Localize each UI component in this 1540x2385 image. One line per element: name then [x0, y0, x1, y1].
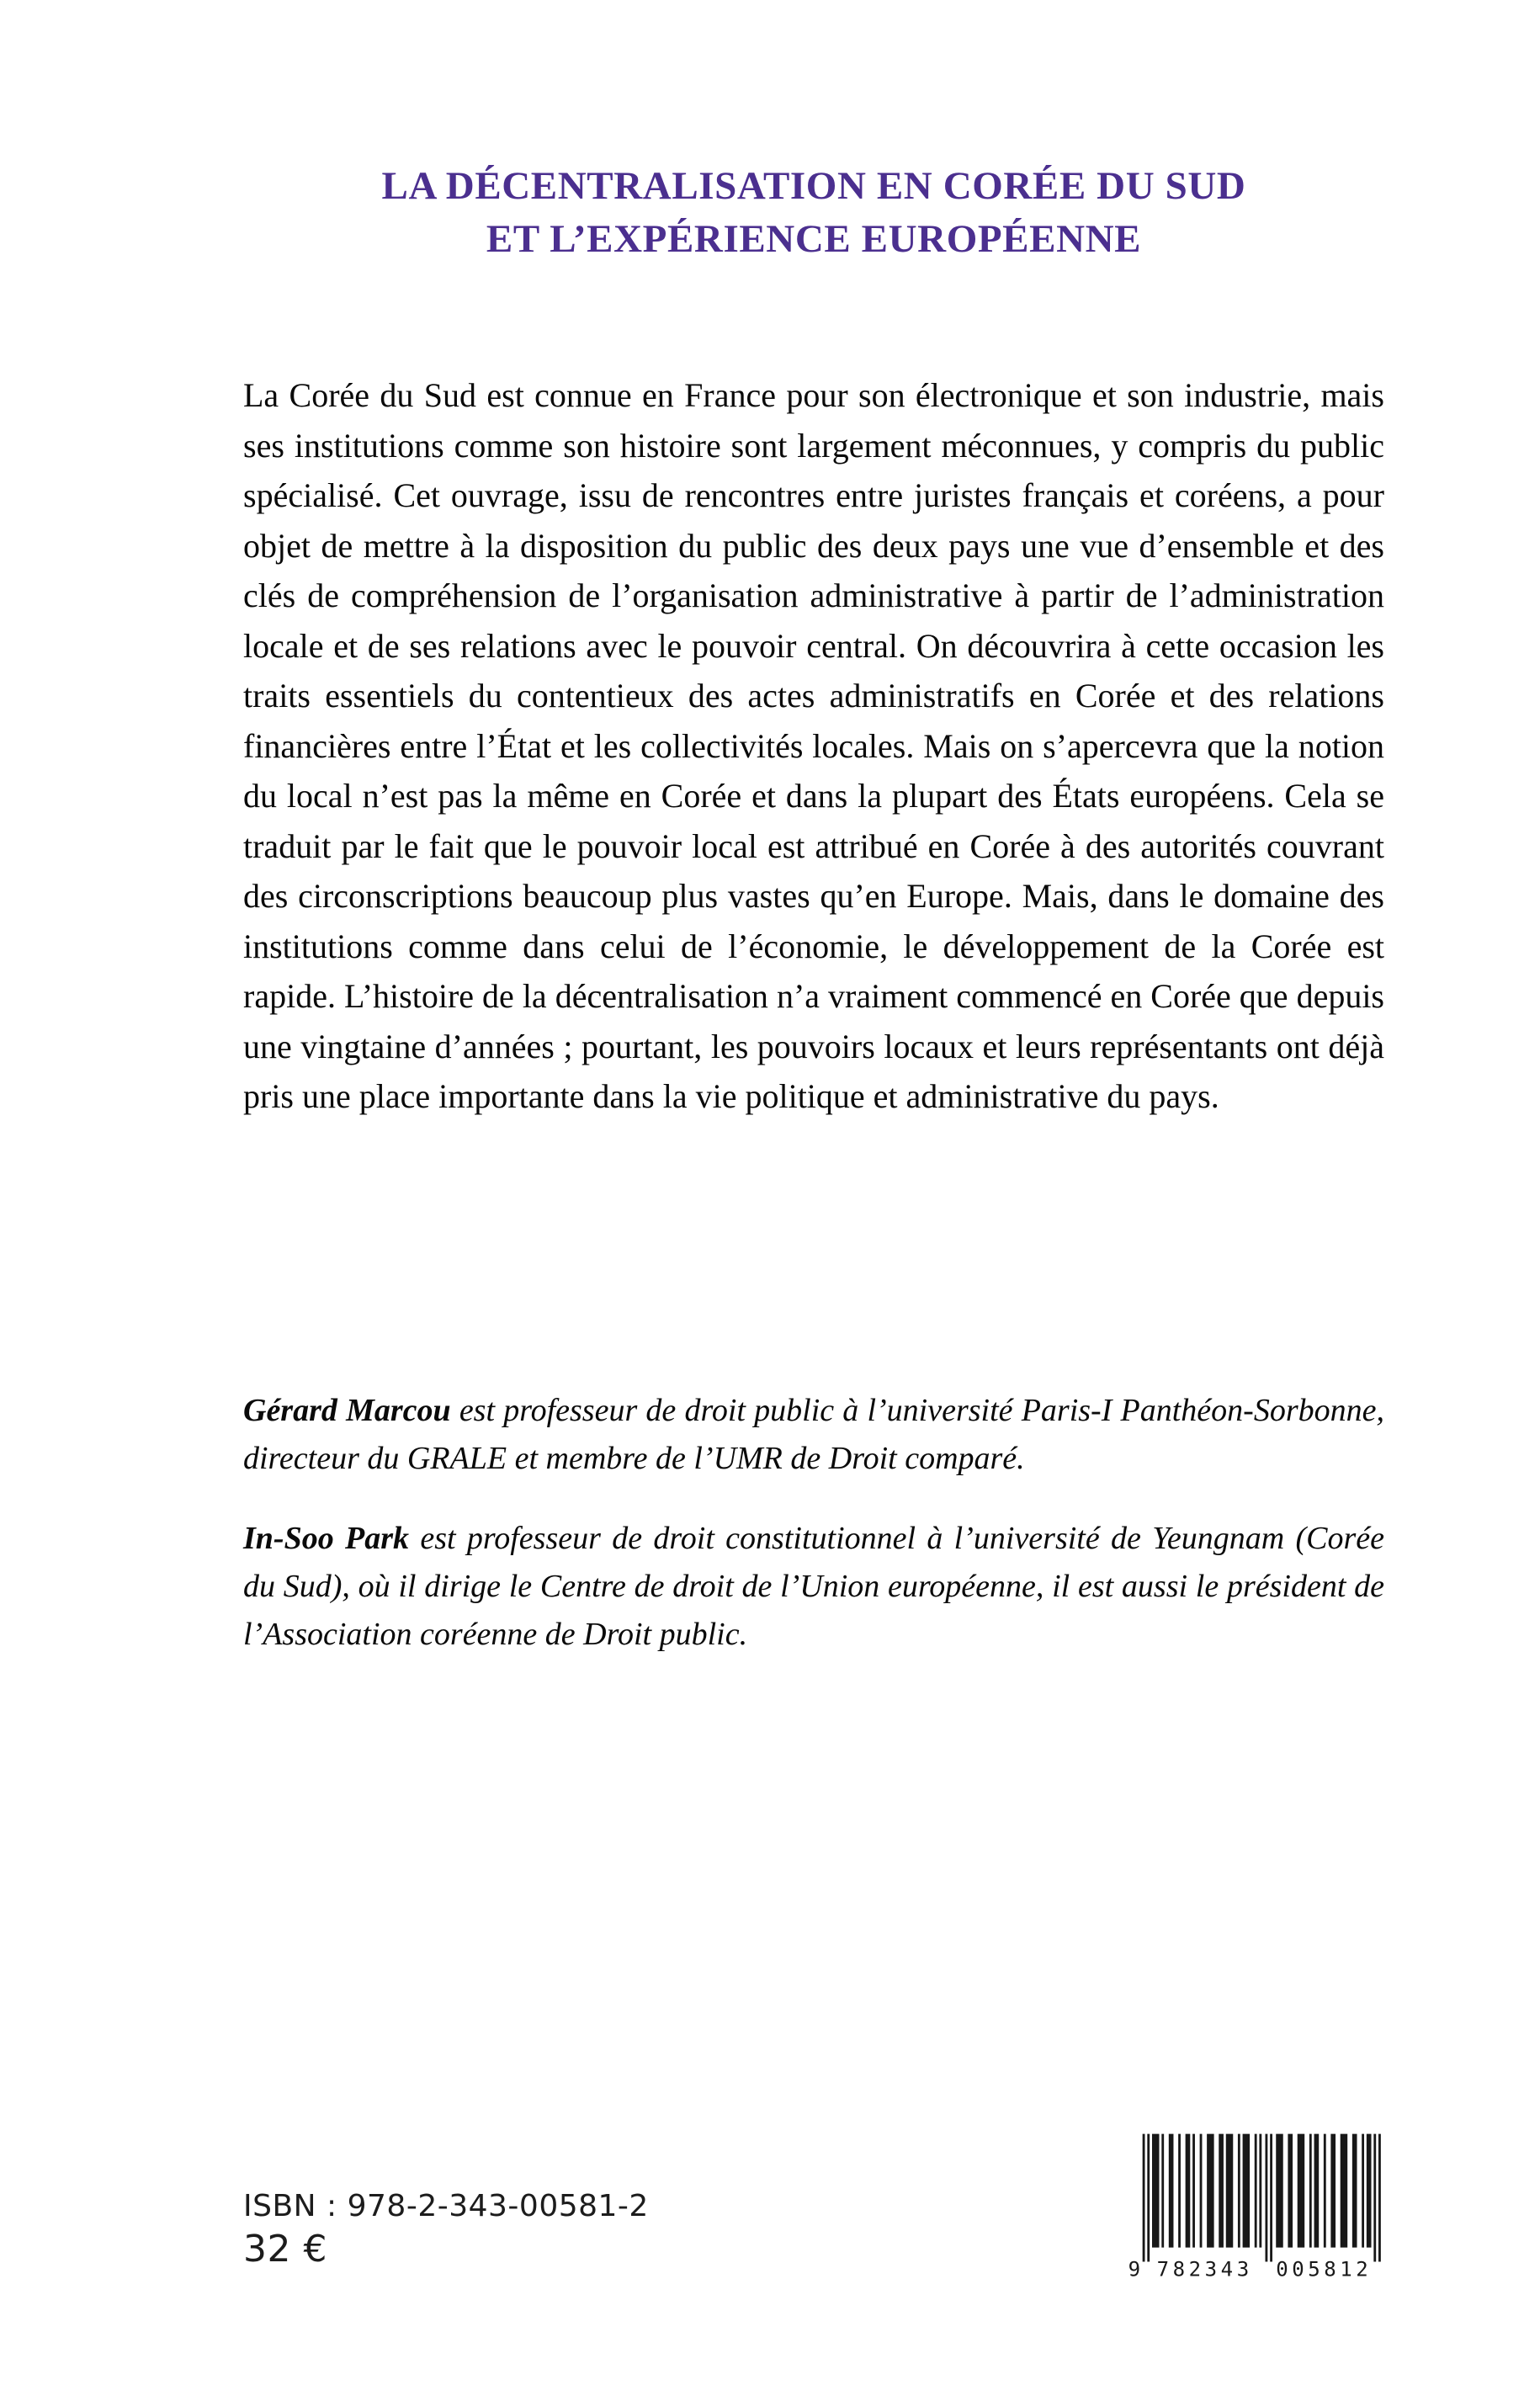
- barcode-left-digit: 9: [1128, 2257, 1141, 2281]
- isbn-text: ISBN : 978-2-343-00581-2: [243, 2189, 649, 2223]
- page-title: [243, 160, 1384, 266]
- barcode-digits: [1128, 2257, 1373, 2281]
- author-bio-park: [243, 1515, 1384, 1659]
- barcode-image: [1123, 2129, 1393, 2281]
- book-description: [243, 370, 1384, 1122]
- price-text: 32 €: [243, 2228, 327, 2271]
- author-bio-text-park: est professeur de droit constitutionnel à l’université de Yeungnam (Corée du Sud), où il dirige le Centre de droit de l’Union européenne, il est aussi le président de l’Association coréenne de Droit public.: [243, 1521, 1384, 1652]
- author-name-park: In-Soo Park: [243, 1521, 410, 1556]
- page-title-line-2: ET L’EXPÉRIENCE EUROPÉENNE: [486, 217, 1142, 261]
- page-title-line-1: LA DÉCENTRALISATION EN CORÉE DU SUD: [381, 164, 1246, 208]
- author-biographies: [243, 1387, 1384, 1659]
- author-bio-text-marcou: est professeur de droit public à l’université Paris-I Panthéon-Sorbonne, directeur du GRALE et membre de l’UMR de Droit comparé.: [243, 1393, 1384, 1476]
- barcode-right-group: 005812: [1276, 2257, 1373, 2281]
- author-name-marcou: Gérard Marcou: [243, 1393, 451, 1428]
- ean13-barcode: [1123, 2129, 1393, 2281]
- isbn-price-block: [243, 2186, 649, 2272]
- barcode-left-group: 782343: [1156, 2257, 1253, 2281]
- author-bio-marcou: [243, 1387, 1384, 1483]
- book-description-paragraph: La Corée du Sud est connue en France pour son électronique et son industrie, mais ses institutions comme son histoire sont largement méconnues, y compris du public spécialisé. Cet ouvrage, issu de rencontres entre juristes français et coréens, a pour objet de mettre à la disposition du public des deux pays une vue d’ensemble et des clés de compréhension de l’organisation administrative à partir de l’administration locale et de ses relations avec le pouvoir central. On découvrira à cette occasion les traits essentiels du contentieux des actes administratifs en Corée et des relations financières entre l’État et les collectivités locales. Mais on s’apercevra que la notion du local n’est pas la même en Corée et dans la plupart des États européens. Cela se traduit par le fait que le pouvoir local est attribué en Corée à des autorités couvrant des circonscriptions beaucoup plus vastes qu’en Europe. Mais, dans le domaine des institutions comme dans celui de l’économie, le développement de la Corée est rapide. L’histoire de la décentralisation n’a vraiment commencé en Corée que depuis une vingtaine d’années ; pourtant, les pouvoirs locaux et leurs représentants ont déjà pris une place importante dans la vie politique et administrative du pays.: [243, 376, 1384, 1115]
